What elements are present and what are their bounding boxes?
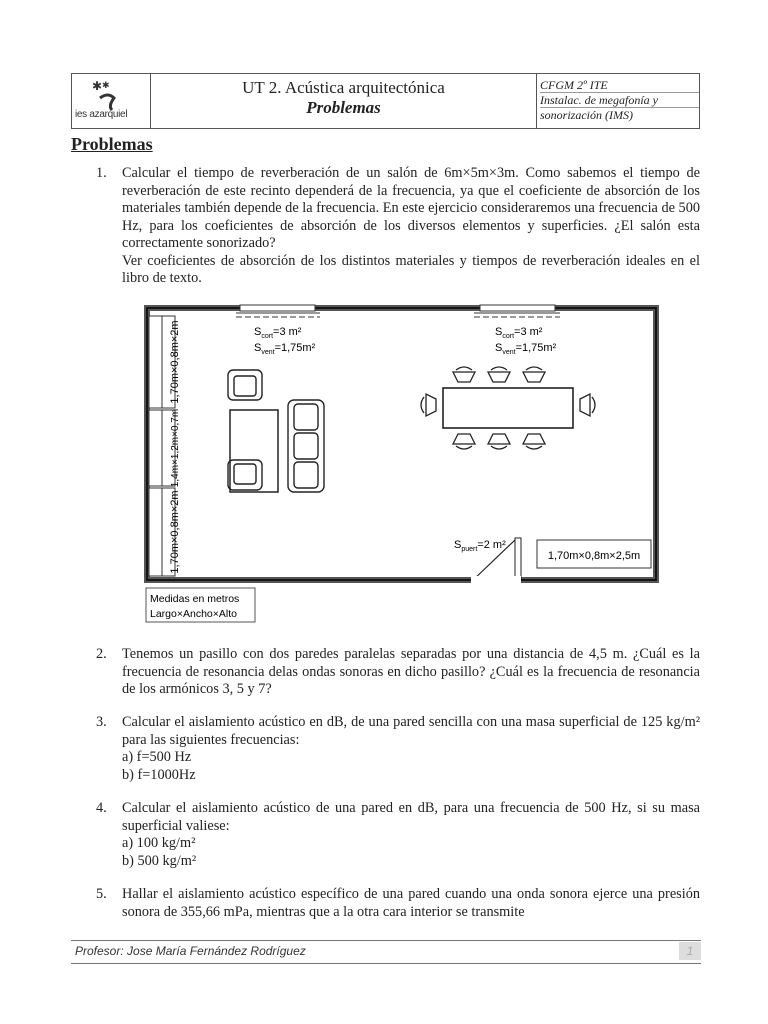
problem-number: 2.	[96, 646, 107, 662]
logo-stars-icon	[90, 78, 130, 112]
problem-text: Hallar el aislamiento acústico específico de una pared cuando una onda sonora ejerce una presión sonora de 355,66 mPa, mientras que a la otra cara interior se transmite	[122, 886, 700, 920]
window-label-right: 1,70m×0,8m×2,5m	[547, 550, 641, 562]
s-val: =2 m²	[477, 539, 506, 551]
header-title-block	[151, 74, 537, 128]
problem-number: 1.	[96, 165, 107, 181]
course-info	[537, 74, 699, 128]
curtain-left	[236, 305, 320, 317]
s-sub: vent	[261, 349, 275, 356]
s-val: =1,75m²	[515, 342, 557, 354]
problem-number: 3.	[96, 714, 107, 730]
problem-3	[98, 714, 700, 784]
s-sub: puert	[461, 546, 478, 553]
section-title: Problemas	[71, 134, 153, 154]
problem-text: Calcular el tiempo de reverberación de un salón de 6m×5m×3m. Como sabemos el tiempo de reverberación de este recinto dependerá de la frecuencia, ya que el coeficiente de absorción de los materiales también depende de la frecuencia. En este ejercicio consideraremos una frecuencia de 500 Hz, para los coeficientes de absorción de los diversos elementos y superficies. ¿El salón esta correctamente sonorizado?	[122, 165, 700, 251]
s-sub: vent	[502, 349, 516, 356]
course-line-3: sonorización (IMS)	[540, 108, 633, 122]
problem-text: Tenemos un pasillo con dos paredes paralelas separadas por una distancia de 4,5 m. ¿Cuál es la frecuencia de resonancia delas ondas sonoras en dicho pasillo? ¿Cuál es la frecuencia de resonancia de los armónicos 3, 5 y 7?	[122, 646, 700, 697]
page-header	[71, 73, 700, 129]
course-line-1: CFGM 2º ITE	[540, 78, 699, 93]
unit-title: UT 2. Acústica arquitectónica	[242, 78, 445, 97]
room-floor-plan	[140, 300, 665, 625]
door-leaf	[515, 538, 521, 578]
s-val: =3 m²	[273, 326, 302, 338]
problem-option: b) f=1000Hz	[122, 766, 196, 783]
svg-text:Svent=1,75m²	[254, 342, 316, 356]
s-val: =3 m²	[514, 326, 543, 338]
s-label: S	[254, 342, 262, 354]
s-label: S	[495, 342, 503, 354]
s-sub: cort	[261, 333, 274, 340]
window-label-top: 1,70m×0,8m×2m	[169, 320, 181, 404]
problem-number: 4.	[96, 800, 107, 816]
dining-table	[443, 388, 573, 428]
svg-text:Scort=3 m²	[254, 326, 302, 340]
svg-text:✱: ✱	[102, 81, 110, 91]
legend-line-1: Medidas en metros	[150, 593, 240, 605]
unit-subtitle: Problemas	[306, 98, 381, 117]
problem-2	[98, 646, 700, 699]
armchair-bottom	[228, 460, 262, 490]
page-number: 1	[679, 942, 701, 960]
s-sub: cort	[502, 333, 515, 340]
logo-text: ies azarquiel	[75, 109, 128, 120]
problem-option: a) 100 kg/m²	[122, 835, 196, 851]
window-label-middle: 1,4m×1,2m×0,7m	[170, 408, 181, 488]
room-walls-inner	[147, 308, 656, 580]
course-line-2: Instalac. de megafonía y	[540, 93, 699, 108]
s-label: S	[495, 326, 503, 338]
curtain-right	[474, 305, 560, 317]
page-footer	[71, 940, 701, 964]
problem-text: Calcular el aislamiento acústico en dB, de una pared sencilla con una masa superficial de 125 kg/m² para las siguientes frecuencias:	[122, 714, 700, 748]
problem-text: Calcular el aislamiento acústico de una pared en dB, para una frecuencia de 500 Hz, si su masa superficial valiese:	[122, 800, 700, 834]
dining-chairs	[421, 367, 595, 449]
author-name: Profesor: Jose María Fernández Rodríguez	[75, 944, 306, 958]
s-val: =1,75m²	[274, 342, 316, 354]
s-label: S	[454, 539, 462, 551]
problem-1	[98, 165, 700, 288]
legend-line-2: Largo×Ancho×Alto	[150, 608, 237, 620]
svg-text:✱: ✱	[92, 79, 103, 93]
problem-number: 5.	[96, 886, 107, 902]
svg-text:Spuert=2 m²	[454, 539, 506, 553]
room-walls	[147, 308, 656, 580]
coffee-table	[230, 410, 278, 492]
problem-4	[98, 800, 700, 870]
window-label-bottom: 1,70m×0,8m×2m	[169, 490, 181, 574]
armchair-top	[228, 370, 262, 400]
school-logo	[72, 74, 151, 128]
problem-5	[98, 886, 700, 921]
sofa	[288, 400, 324, 492]
problem-text: Ver coeficientes de absorción de los distintos materiales y tiempos de reverberación ideales en el libro de texto.	[122, 252, 700, 286]
s-label: S	[254, 326, 262, 338]
problem-option: a) f=500 Hz	[122, 749, 192, 765]
svg-text:Scort=3 m²	[495, 326, 543, 340]
svg-text:Svent=1,75m²	[495, 342, 557, 356]
problem-option: b) 500 kg/m²	[122, 852, 197, 869]
